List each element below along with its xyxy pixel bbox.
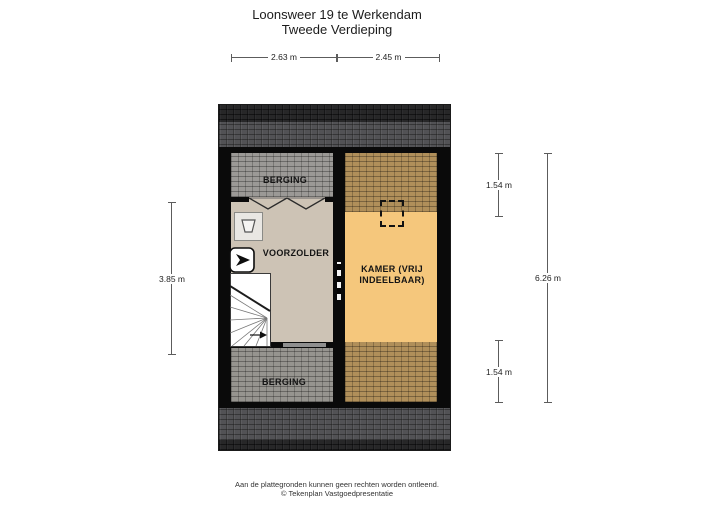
kamer-roof-hatch-bottom — [345, 342, 437, 402]
roof-eave-band — [219, 440, 450, 450]
folding-doors-icon — [249, 197, 325, 212]
dimension-tick — [337, 54, 338, 62]
dimension-label: 2.63 m — [268, 52, 300, 62]
dimension-right-full — [535, 153, 561, 403]
dimension-tick — [495, 340, 503, 341]
disclaimer — [137, 480, 537, 498]
room-label-kamer — [342, 264, 442, 286]
room-label-berging-bottom: BERGING — [261, 377, 307, 387]
dimension-tick — [544, 402, 552, 403]
dimension-label: 2.45 m — [373, 52, 405, 62]
dimension-tick — [495, 402, 503, 403]
floor-plan — [219, 105, 450, 450]
wall-berging-top-left-segment — [231, 197, 249, 202]
dimension-right-bottom — [486, 340, 512, 403]
wall-berging-top-right-segment — [325, 197, 333, 202]
copyright-line: © Tekenplan Vastgoedpresentatie — [281, 489, 393, 498]
dimension-top-right — [337, 54, 440, 62]
dimension-right-top — [486, 153, 512, 217]
dimension-label: 1.54 m — [483, 367, 515, 377]
dimension-tick — [495, 216, 503, 217]
dimension-label: 3.85 m — [156, 274, 188, 284]
dimension-tick — [544, 153, 552, 154]
room-berging-bottom — [231, 348, 333, 402]
dimension-tick — [439, 54, 440, 62]
skylight-icon — [380, 200, 404, 227]
dimension-top-left — [231, 54, 337, 62]
dimension-left — [159, 202, 185, 355]
dimension-tick — [495, 153, 503, 154]
stairs-icon — [230, 273, 271, 347]
wall-opening-bottom — [283, 343, 326, 347]
dimension-tick — [168, 202, 176, 203]
sink-icon — [234, 212, 263, 241]
title-line-floor: Tweede Verdieping — [281, 22, 393, 37]
room-label-kamer-line1: KAMER (VRIJ — [361, 264, 423, 274]
roof-slope-band-bottom — [219, 403, 450, 440]
roof-ridge-band — [219, 105, 450, 122]
dimension-label: 6.26 m — [532, 273, 564, 283]
page-title — [137, 7, 537, 37]
room-label-berging-top: BERGING — [262, 175, 308, 185]
wall-opening-dashed — [337, 262, 341, 300]
disclaimer-line: Aan de plattegronden kunnen geen rechten worden ontleend. — [235, 480, 439, 489]
room-label-voorzolder: VOORZOLDER — [262, 248, 330, 258]
dimension-tick — [231, 54, 232, 62]
dimension-label: 1.54 m — [483, 180, 515, 190]
dimension-tick — [168, 354, 176, 355]
title-line-address: Loonsweer 19 te Werkendam — [252, 7, 422, 22]
room-label-kamer-line2: INDEELBAAR) — [359, 275, 425, 285]
